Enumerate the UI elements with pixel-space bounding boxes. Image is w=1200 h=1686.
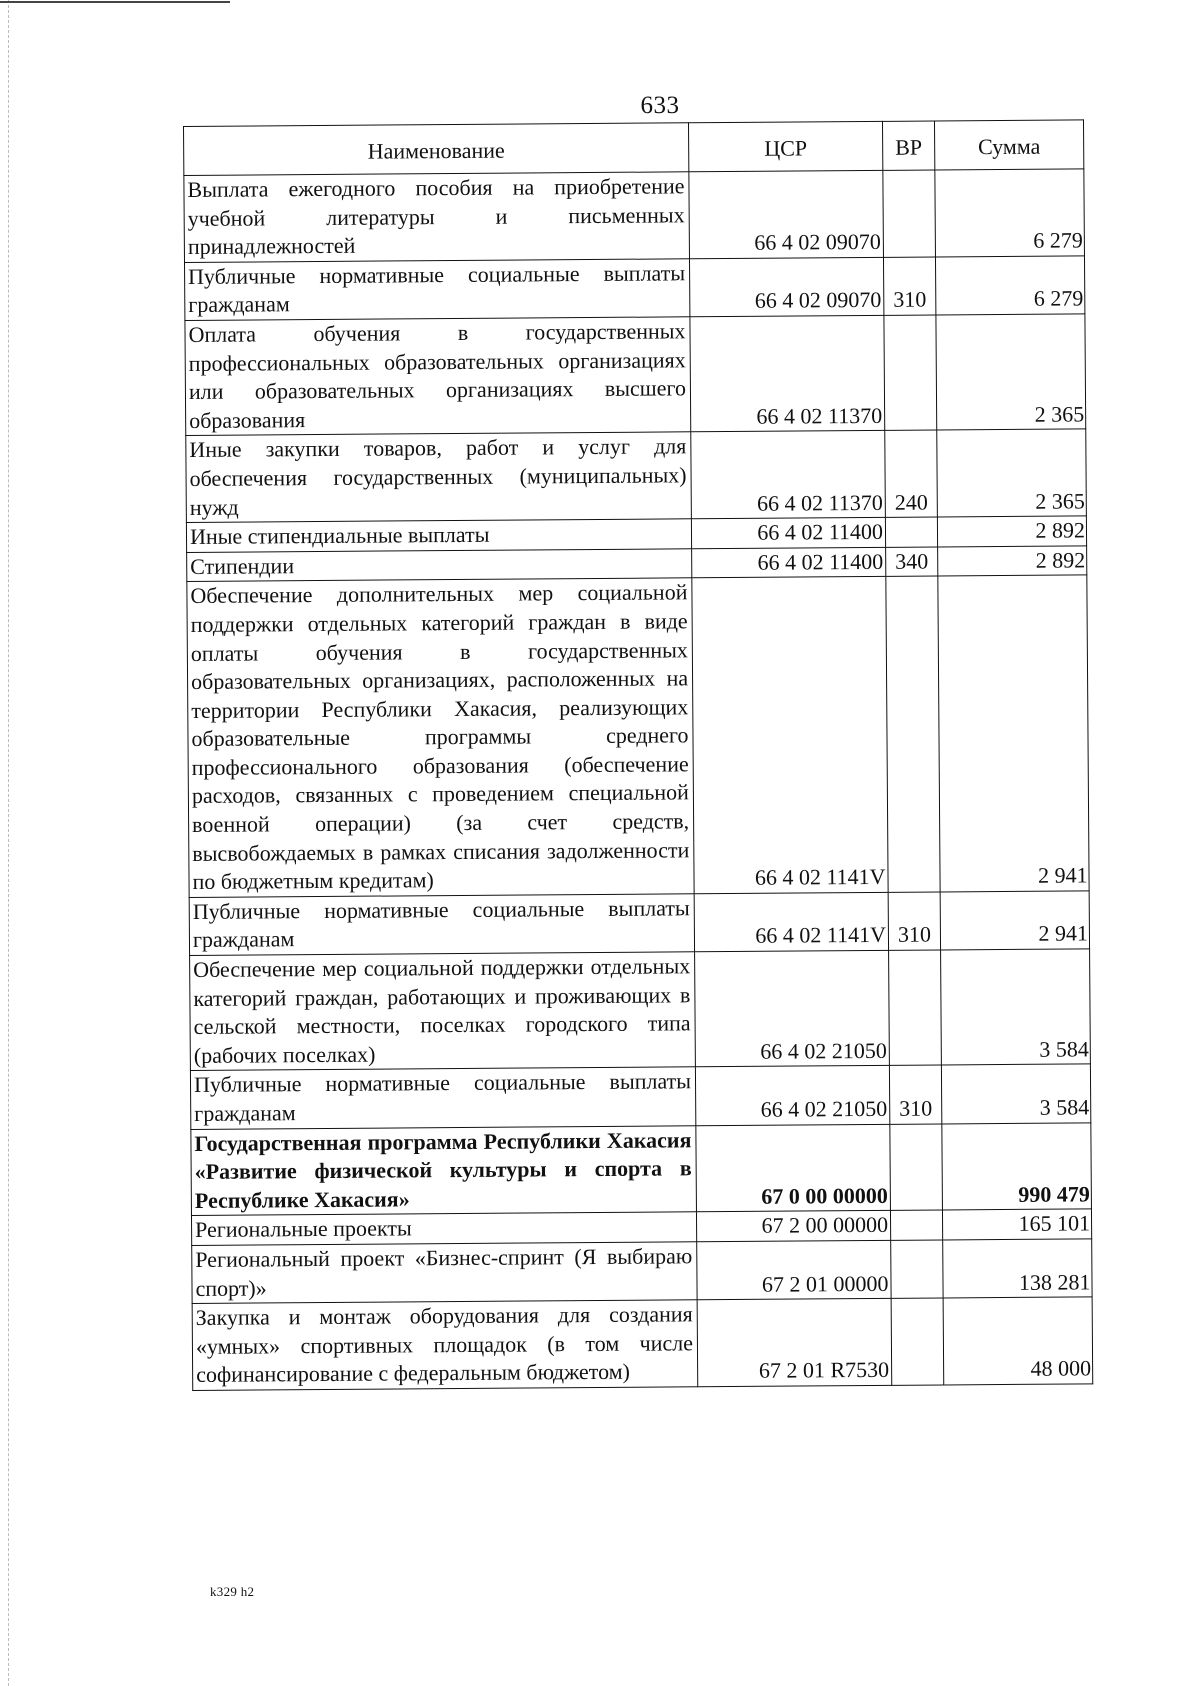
row-name-cell: Публичные нормативные социальные выплаты гражданам bbox=[190, 1067, 695, 1129]
row-csr-cell: 66 4 02 11400 bbox=[691, 517, 885, 548]
table-row bbox=[185, 314, 1086, 436]
table-row bbox=[190, 1064, 1090, 1129]
top-margin-rule bbox=[0, 1, 230, 3]
table-row bbox=[191, 1122, 1092, 1215]
row-csr-cell: 66 4 02 09070 bbox=[689, 257, 883, 317]
row-vr-cell bbox=[890, 1210, 942, 1240]
header-vr: ВР bbox=[882, 121, 934, 170]
row-csr-cell: 66 4 02 21050 bbox=[695, 950, 890, 1067]
row-name-cell: Выплата ежегодного пособия на приобретение учебной литературы и письменных принадлежностей bbox=[184, 172, 690, 262]
table-row bbox=[189, 891, 1089, 956]
row-csr-cell: 66 4 02 11370 bbox=[690, 315, 885, 432]
row-csr-cell: 66 4 02 1141V bbox=[692, 577, 888, 894]
row-vr-cell bbox=[889, 950, 942, 1066]
row-sum-cell: 2 892 bbox=[937, 516, 1086, 547]
footer-code: k329 h2 bbox=[210, 1584, 255, 1599]
row-csr-cell: 67 2 01 00000 bbox=[697, 1240, 891, 1300]
row-vr-cell: 340 bbox=[886, 547, 938, 577]
table-row bbox=[190, 949, 1091, 1071]
row-name-cell: Публичные нормативные социальные выплаты гражданам bbox=[184, 259, 689, 321]
table-row bbox=[184, 256, 1084, 321]
row-sum-cell: 3 584 bbox=[941, 949, 1091, 1065]
row-vr-cell: 310 bbox=[889, 1065, 941, 1124]
row-csr-cell: 66 4 02 11400 bbox=[692, 547, 886, 578]
table-row bbox=[192, 1239, 1092, 1304]
page-number: 633 bbox=[640, 92, 680, 119]
row-csr-cell: 67 2 00 00000 bbox=[696, 1211, 890, 1242]
row-sum-cell: 165 101 bbox=[942, 1209, 1091, 1240]
row-name-cell: Иные закупки товаров, работ и услуг для обеспечения государственных (муниципальных) нужд bbox=[186, 432, 692, 522]
row-sum-cell: 2 365 bbox=[936, 314, 1086, 430]
row-csr-cell: 66 4 02 21050 bbox=[695, 1066, 889, 1126]
row-vr-cell bbox=[886, 576, 940, 892]
row-sum-cell: 6 279 bbox=[935, 169, 1085, 257]
row-name-cell: Обеспечение дополнительных мер социальной поддержки отдельных категорий граждан в виде оплаты обучения в государственных образовательных организациях, расположенных на территории Республики Хакасия, реализующих образовательные программы среднего профессионального образования (обеспечение расходов, связанных с проведением специальной военной операции) (за счет средств, высвобождаемых в рамках списания задолженности по бюджетным кредитам) bbox=[187, 578, 694, 897]
row-vr-cell bbox=[883, 170, 936, 257]
row-name-cell: Иные стипендиальные выплаты bbox=[186, 519, 691, 552]
row-sum-cell: 2 941 bbox=[938, 575, 1089, 892]
row-vr-cell bbox=[891, 1298, 944, 1385]
row-sum-cell: 990 479 bbox=[942, 1122, 1092, 1210]
row-name-cell: Региональные проекты bbox=[191, 1212, 696, 1245]
budget-table bbox=[183, 119, 1093, 1391]
row-sum-cell: 2 365 bbox=[937, 429, 1087, 517]
row-sum-cell: 48 000 bbox=[943, 1297, 1093, 1385]
table-row bbox=[187, 575, 1089, 897]
table-row bbox=[184, 169, 1085, 262]
row-vr-cell: 310 bbox=[888, 892, 940, 951]
row-name-cell: Оплата обучения в государственных профессиональных образовательных организациях или образовательных организациях высшего образования bbox=[185, 317, 691, 436]
header-sum: Сумма bbox=[934, 120, 1083, 170]
row-csr-cell: 66 4 02 11370 bbox=[691, 431, 886, 519]
row-name-cell: Закупка и монтаж оборудования для создания «умных» спортивных площадок (в том числе софинансирование с федеральным бюджетом) bbox=[192, 1300, 698, 1390]
row-vr-cell bbox=[890, 1124, 943, 1211]
row-name-cell: Государственная программа Республики Хакасия «Развитие физической культуры и спорта в Республике Хакасия» bbox=[191, 1125, 697, 1215]
table-row bbox=[186, 429, 1087, 522]
row-vr-cell: 240 bbox=[885, 430, 938, 517]
table-row bbox=[192, 1297, 1093, 1390]
header-name: Наименование bbox=[184, 123, 689, 176]
row-csr-cell: 66 4 02 09070 bbox=[689, 170, 884, 258]
row-name-cell: Публичные нормативные социальные выплаты гражданам bbox=[189, 894, 694, 956]
row-sum-cell: 138 281 bbox=[943, 1239, 1092, 1298]
row-name-cell: Стипендии bbox=[187, 549, 692, 582]
row-csr-cell: 67 0 00 00000 bbox=[696, 1124, 891, 1212]
row-sum-cell: 3 584 bbox=[941, 1064, 1090, 1123]
row-sum-cell: 2 941 bbox=[940, 891, 1089, 950]
row-sum-cell: 2 892 bbox=[938, 546, 1087, 577]
row-csr-cell: 66 4 02 1141V bbox=[694, 892, 888, 952]
header-csr: ЦСР bbox=[688, 121, 882, 171]
row-sum-cell: 6 279 bbox=[935, 256, 1084, 315]
table-body bbox=[184, 169, 1093, 1391]
row-csr-cell: 67 2 01 R7530 bbox=[697, 1298, 892, 1386]
row-vr-cell bbox=[885, 517, 937, 547]
row-name-cell: Обеспечение мер социальной поддержки отдельных категорий граждан, работающих и проживающих в сельской местности, поселках городского типа (рабочих поселках) bbox=[190, 952, 696, 1071]
row-vr-cell bbox=[884, 315, 937, 431]
row-name-cell: Региональный проект «Бизнес-спринт (Я выбираю спорт)» bbox=[192, 1242, 697, 1304]
row-vr-cell: 310 bbox=[883, 257, 935, 316]
row-vr-cell bbox=[891, 1240, 943, 1299]
table-header-row bbox=[184, 120, 1084, 176]
left-margin-rule bbox=[8, 0, 9, 1686]
